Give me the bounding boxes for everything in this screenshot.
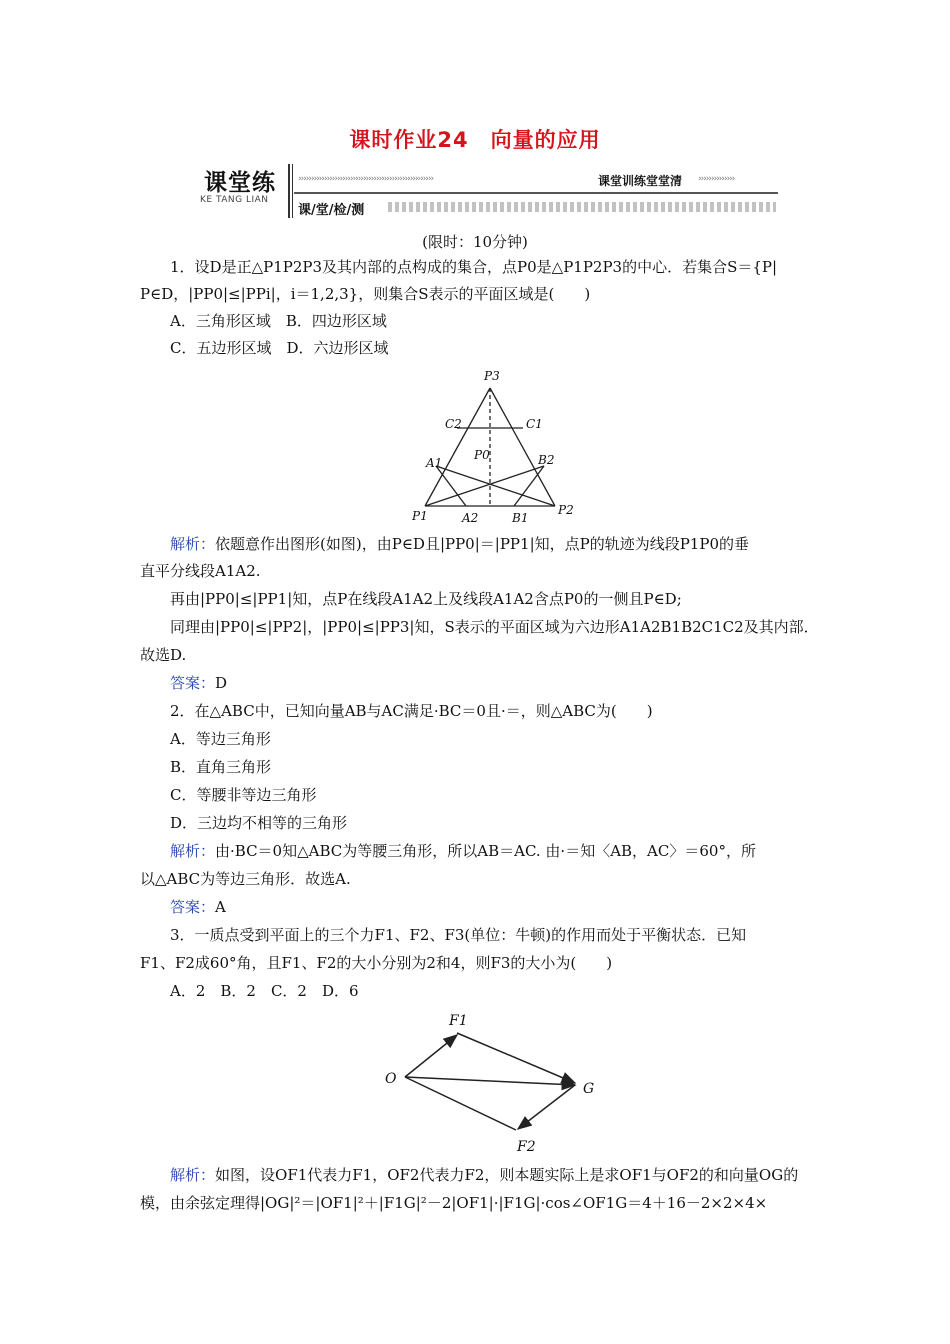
- q1-solution-line3: 再由|PP0|≤|PP1|知，点P在线段A1A2上及线段A1A2含点P0的一侧且P∈D;: [170, 590, 682, 608]
- label-o: O: [385, 1071, 397, 1087]
- q2-option-c: C．等腰非等边三角形: [170, 786, 317, 804]
- banner-arrows-decor-right: ››››››››››››››: [698, 174, 735, 184]
- q2-answer-value: A: [215, 898, 226, 916]
- label-c2: C2: [445, 417, 462, 431]
- vector-of1: [405, 1035, 457, 1077]
- side-p1p3: [425, 388, 490, 506]
- section-banner: [194, 162, 778, 220]
- q1-stem-line2: P∈D，|PP0|≤|PPi|，i＝1,2,3}，则集合S表示的平面区域是( ): [140, 285, 591, 303]
- q1-solution-line1: [170, 534, 749, 554]
- q1-triangle-figure: [400, 362, 590, 530]
- q2-option-a: A．等边三角形: [170, 730, 271, 748]
- q2-solution-line2: 以△ABC为等边三角形．故选A.: [140, 870, 351, 888]
- q3-force-parallelogram: [375, 1005, 615, 1165]
- q2-solution-label: 解析：: [170, 842, 216, 860]
- q1-solution-label: 解析：: [170, 535, 216, 553]
- segment-of2: [405, 1077, 516, 1130]
- q3-solution-text1: 如图，设OF1代表力F1，OF2代表力F2，则本题实际上是求OF1与OF2的和向量OG的: [215, 1166, 799, 1184]
- q3-stem-line2: F1、F2成60°角，且F1、F2的大小分别为2和4，则F3的大小为( ): [140, 954, 613, 972]
- q2-option-b: B．直角三角形: [170, 758, 272, 776]
- label-p0: P0: [474, 448, 490, 462]
- q1-solution-text1: 依题意作出图形(如图)，由P∈D且|PP0|＝|PP1|知，点P的轨迹为线段P1P0的垂: [215, 535, 749, 553]
- vector-f1g: [457, 1033, 575, 1083]
- q1-answer-label: 答案：: [170, 674, 216, 692]
- label-b2: B2: [538, 453, 555, 467]
- page-title: 课时作业24 向量的应用: [349, 128, 601, 152]
- banner-divider-thin: [292, 164, 293, 218]
- q3-solution-label: 解析：: [170, 1166, 216, 1184]
- label-p1: P1: [412, 509, 428, 523]
- q3-options: A．2 B．2 C．2 D．6: [170, 982, 359, 1000]
- banner-subtitle: 课/堂/检/测: [298, 203, 365, 218]
- label-a2: A2: [462, 511, 479, 525]
- side-p2p3: [490, 388, 555, 506]
- banner-dots-decor: [388, 202, 776, 212]
- label-c1: C1: [526, 417, 543, 431]
- q3-solution-line2: 模，由余弦定理得|OG|²＝|OF1|²＋|F1G|²－2|OF1|·|F1G|·cos∠OF1G＝4＋16－2×2×4×: [140, 1194, 768, 1212]
- q1-options-ab: A．三角形区域 B．四边形区域: [170, 312, 387, 330]
- banner-slogan: 课堂训练堂堂清: [598, 174, 683, 188]
- label-f2: F2: [517, 1139, 536, 1155]
- q1-options-cd: C．五边形区域 D．六边形区域: [170, 339, 389, 357]
- vector-og: [405, 1077, 575, 1085]
- q3-solution-line1: [170, 1165, 798, 1185]
- q1-solution-line2: 直平分线段A1A2.: [140, 562, 261, 580]
- banner-arrows-decor: ››››››››››››››››››››››››››››››››››››››››››››››››››››: [298, 174, 434, 184]
- q1-answer: [170, 673, 227, 693]
- time-limit: (限时：10分钟): [422, 233, 528, 251]
- banner-divider: [288, 164, 290, 218]
- q2-solution-line1: [170, 841, 756, 861]
- q2-stem: 2．在△ABC中，已知向量AB与AC满足·BC＝0且·＝，则△ABC为( ): [170, 702, 653, 720]
- label-f1: F1: [449, 1013, 468, 1029]
- label-p2: P2: [558, 503, 574, 517]
- q2-answer: [170, 897, 226, 917]
- line-p1b2: [425, 466, 544, 506]
- q1-stem-line1: 1．设D是正△P1P2P3及其内部的点构成的集合，点P0是△P1P2P3的中心．若集合S＝{P|: [170, 258, 778, 276]
- q2-option-d: D．三边均不相等的三角形: [170, 814, 348, 832]
- vector-gf2: [518, 1085, 575, 1129]
- q2-solution-text1: 由·BC＝0知△ABC为等腰三角形，所以AB＝AC. 由·＝知〈AB，AC〉＝60°，所: [215, 842, 756, 860]
- label-p3: P3: [484, 369, 500, 383]
- label-a1: A1: [426, 456, 443, 470]
- segment-b2b1: [514, 466, 544, 506]
- q1-answer-value: D: [215, 674, 228, 692]
- label-g: G: [583, 1081, 595, 1097]
- segment-a1a2: [436, 466, 466, 506]
- label-b1: B1: [512, 511, 529, 525]
- q1-solution-line4: 同理由|PP0|≤|PP2|，|PP0|≤|PP3|知，S表示的平面区域为六边形A1A2B1B2C1C2及其内部．: [170, 618, 819, 636]
- q2-answer-label: 答案：: [170, 898, 216, 916]
- q3-stem-line1: 3．一质点受到平面上的三个力F1、F2、F3(单位：牛顿)的作用而处于平衡状态．已知: [170, 926, 747, 944]
- line-p2a1: [436, 466, 555, 506]
- banner-rule: [294, 192, 778, 194]
- banner-logo-pinyin: KE TANG LIAN: [200, 195, 269, 205]
- banner-logo-text: 课堂练: [204, 170, 276, 196]
- q1-solution-line5: 故选D.: [140, 646, 187, 664]
